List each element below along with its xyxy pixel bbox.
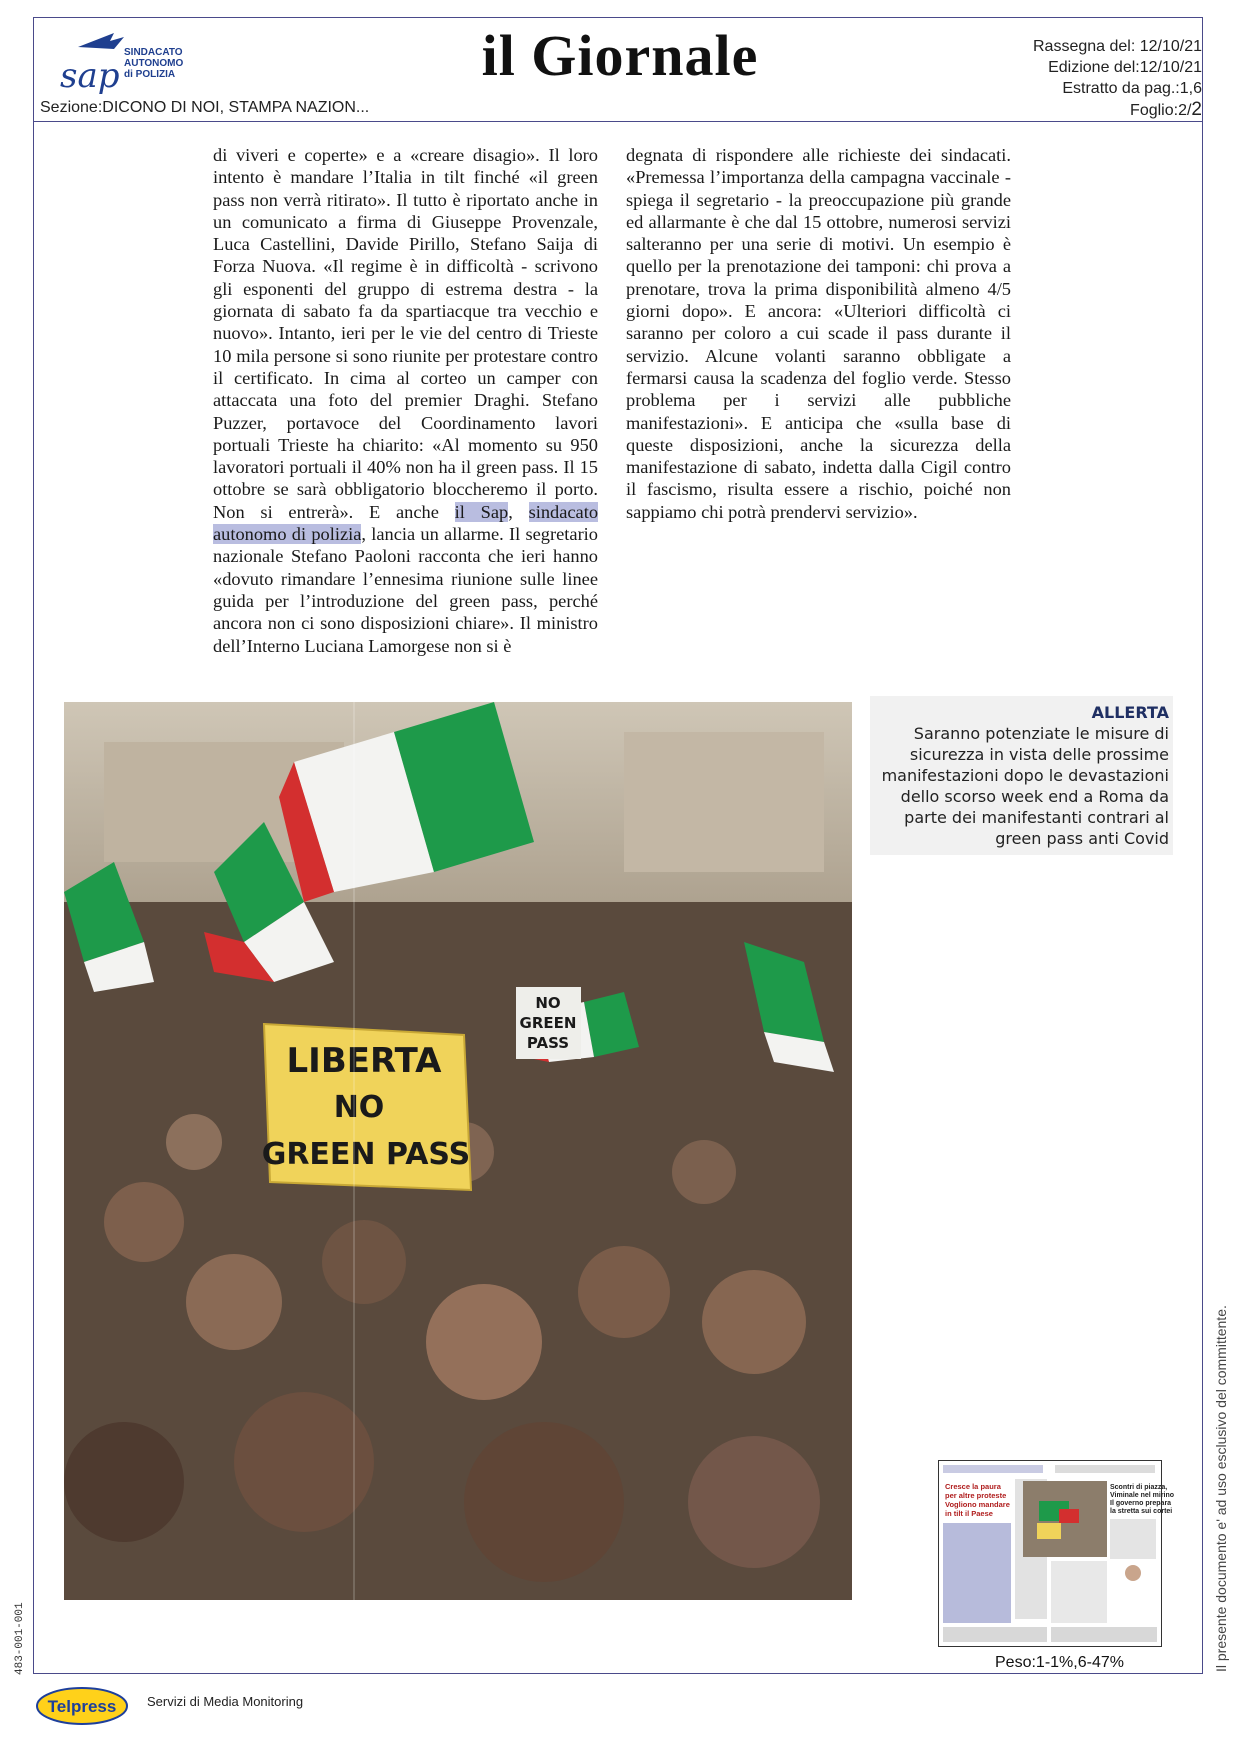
bg-sign-line-3: PASS (526, 1034, 570, 1052)
disclaimer-vertical: Il presente documento e' ad uso esclusivo del committente. (1213, 1305, 1229, 1672)
thumb-headline-right-1: Scontri di piazza, (1110, 1484, 1168, 1491)
masthead: il Giornale (481, 23, 759, 88)
article-column-right: degnata di rispondere alle richieste dei sindacati. «Premessa l’importanza della campagna vaccinale - spiega il segretario - la preoccupazione più grande ed allarmante è che dal 15 ottobre, numerosi servizi salteranno per una serie di motivi. Un esempio è quello per la prenotazione dei tamponi: chi prova a prenotare, trova la prima disponibilità almeno 4/5 giorni dopo». E ancora: «Ulteriori difficoltà ci saranno per coloro a cui scade il pass durante il servizio. Alcune volanti saranno obbligate a fermarsi causa la scadenza del foglio verde. Stesso problema per i servizi alle pubbliche manifestazioni». E anticipa che «sulla base di queste disposizioni, anche la sicurezza della manifestazione di sabato, indetta dalla Cigil contro il fascismo, risulta essere a rischio, poiché non sappiamo chi potrà prendervi servizio». (626, 145, 1011, 522)
press-review-meta (1033, 36, 1202, 121)
telpress-logo-text: Telpress (47, 1697, 117, 1716)
foglio (1033, 99, 1202, 121)
liberta-sign (262, 1024, 471, 1190)
logo-line-1: SINDACATO (124, 47, 183, 58)
thumb-headline-left-4: in tilt il Paese (945, 1509, 993, 1518)
sap-logo-mark: sap (60, 56, 120, 96)
photo-illustration (64, 702, 852, 1600)
crowd (64, 902, 852, 1600)
highlight-sap: il Sap (454, 501, 509, 522)
media-monitoring-label: Servizi di Media Monitoring (147, 1694, 304, 1709)
logo-line-3: di POLIZIA (124, 69, 176, 80)
rassegna-date: Rassegna del: 12/10/21 (1032, 38, 1202, 55)
logo-line-2: AUTONOMO (124, 58, 184, 69)
page-thumbnail (938, 1460, 1175, 1647)
thumb-headline-right-4: la stretta sui cortei (1110, 1508, 1173, 1515)
sign-line-1: LIBERTA (286, 1041, 442, 1081)
highlight-sindacato: sindacato autonomo di polizia (213, 501, 599, 545)
article-text-comma: , (508, 501, 529, 522)
sign-line-3: GREEN PASS (261, 1137, 471, 1172)
thumb-headline-right-3: Il governo prepara (1110, 1500, 1172, 1507)
document-code: 483-001-001 (14, 1602, 26, 1675)
thumb-headline-left-1: Cresce la paura (945, 1482, 1001, 1491)
building-right (624, 732, 824, 872)
peso-label: Peso:1-1%,6-47% (995, 1654, 1124, 1671)
protest-photo (64, 702, 852, 1600)
section-label: Sezione:DICONO DI NOI, STAMPA NAZION... (40, 99, 370, 116)
estratto-pages: Estratto da pag.:1,6 (1062, 80, 1202, 97)
thumb-headline-left-2: per altre proteste (945, 1491, 1007, 1500)
thumb-headline-right-2: Viminale nel mirino (1110, 1492, 1175, 1499)
header-divider (33, 121, 1203, 122)
caption-text: Saranno potenziate le misure di sicurezza in vista delle prossime manifestazioni dopo le devastazioni dello scorso week end a Roma da parte dei manifestanti contrari al green pass anti Covid (881, 724, 1169, 848)
photo-caption (870, 696, 1173, 855)
thumbnail-illustration (939, 1461, 1175, 1646)
foglio-total: 2 (1191, 99, 1202, 120)
thumb-headline-left-3: Vogliono mandare (945, 1500, 1010, 1509)
article-text-left-2: , lancia un allarme. Il segretario nazionale Stefano Paoloni racconta che ieri hanno «dovuto rimandare l’ennesima riunione sulle linee guida per l’introduzione del green pass, perché ancora non ci sono disposizioni chiare». Il ministro dell’Interno Luciana Lamorgese non si è (213, 524, 598, 656)
caption-kicker: ALLERTA (1091, 703, 1169, 722)
sign-line-2: NO (333, 1090, 385, 1125)
bg-sign-line-2: GREEN (519, 1014, 577, 1032)
foglio-label: Foglio:2/ (1130, 102, 1192, 119)
telpress-logo (34, 1683, 130, 1727)
article-column-left (213, 144, 598, 657)
background-sign (516, 987, 581, 1059)
article-text-left-1: di viveri e coperte» e a «creare disagio». Il loro intento è mandare l’Italia in tilt finché «il green pass non verrà ritirato». Il tutto è riportato anche in un comunicato a firma di Giuseppe Provenzale, Luca Castellini, Davide Pirillo, Stefano Saija di Forza Nuova. «Il regime è in difficoltà - scrivono gli esponenti del gruppo di estrema destra - la giornata di sabato fa da spartiacque tra vecchio e nuovo». Intanto, ieri per le vie del centro di Trieste 10 mila persone si sono riunite per protestare contro il certificato. In cima al corteo un camper con attaccata una foto del premier Draghi. Stefano Puzzer, portavoce del Coordinamento lavori portuali Trieste ha chiarito: «Al momento su 950 lavoratori portuali il 40% non ha il green pass. Il 15 ottobre se sarà obbligatorio bloccheremo il porto. Non si entrerà». E anche (213, 145, 598, 522)
edizione-date: Edizione del:12/10/21 (1048, 59, 1202, 76)
bg-sign-line-1: NO (535, 994, 561, 1012)
